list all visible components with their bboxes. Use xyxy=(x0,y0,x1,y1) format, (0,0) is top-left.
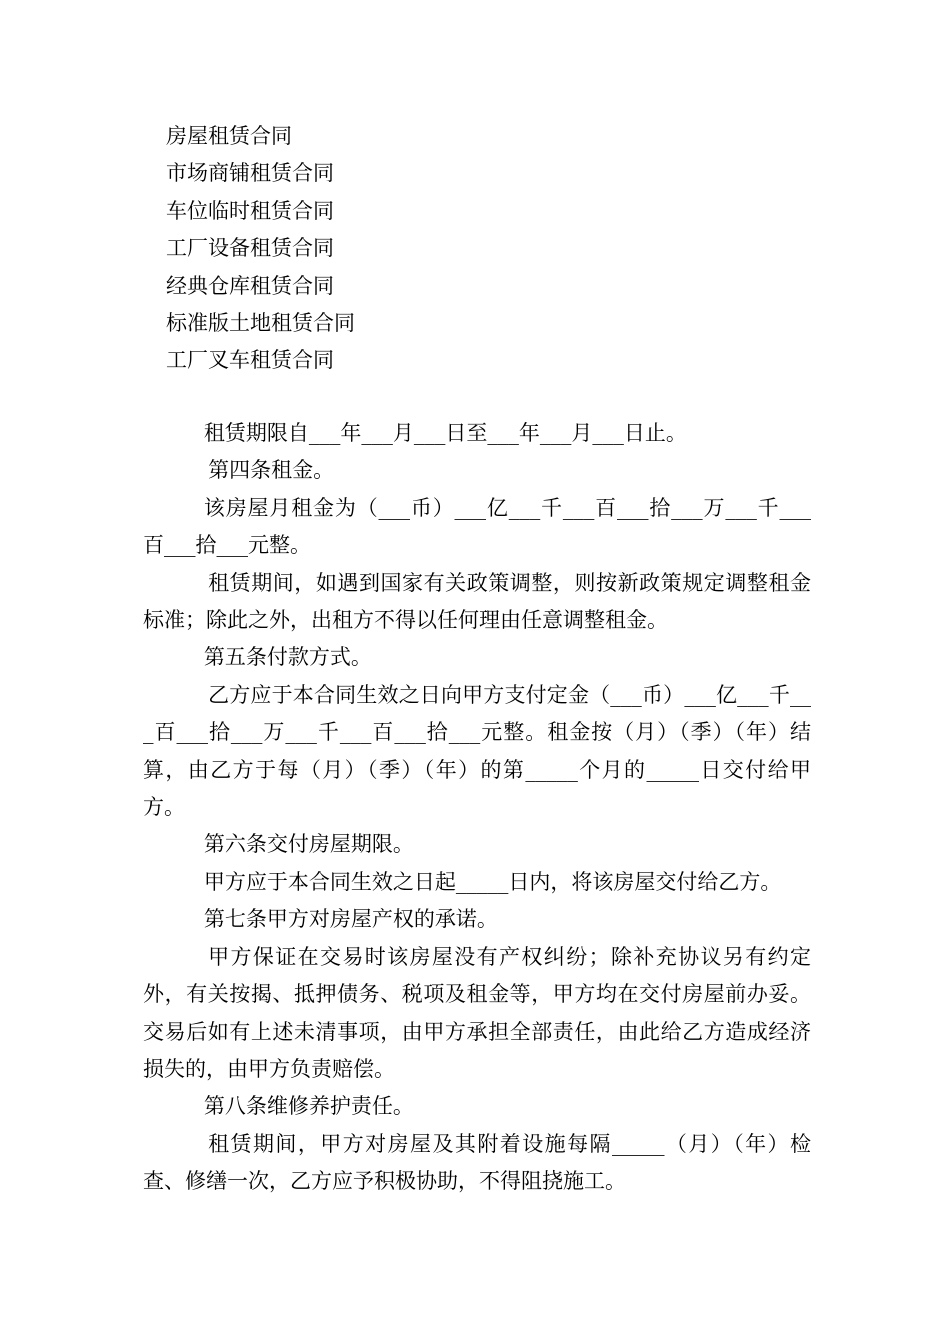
related-contract-link-item[interactable] xyxy=(166,118,355,155)
related-contract-link[interactable]: 工厂叉车租赁合同 xyxy=(166,348,334,373)
related-contract-link-item[interactable] xyxy=(166,305,355,342)
related-contract-link[interactable]: 车位临时租赁合同 xyxy=(166,198,334,223)
related-contract-link-item[interactable] xyxy=(166,230,355,267)
related-contract-link[interactable]: 市场商铺租赁合同 xyxy=(166,161,334,186)
related-contract-link-item[interactable] xyxy=(166,342,355,379)
contract-body xyxy=(143,415,811,1201)
delivery-term-paragraph: 甲方应于本合同生效之日起_____日内，将该房屋交付给乙方。 xyxy=(203,869,782,894)
related-contract-link[interactable]: 经典仓库租赁合同 xyxy=(166,273,334,298)
article-5-heading: 第五条付款方式。 xyxy=(203,645,372,670)
related-contract-link[interactable]: 工厂设备租赁合同 xyxy=(166,236,334,261)
property-rights-paragraph: 甲方保证在交易时该房屋没有产权纠纷；除补充协议另有约定外，有关按揭、抵押债务、税项及租金等，甲方均在交付房屋前办妥。交易后如有上述未清事项，由甲方承担全部责任，由此给乙方造成经济损失的，由甲方负责赔偿。 xyxy=(143,944,811,1081)
payment-method-paragraph: 乙方应于本合同生效之日向甲方支付定金（___币）___亿___千___百___拾___万___千___百___拾___元整。租金按（月）（季）（年）结算，由乙方于每（月）（季）（年）的第_____个月的_____日交付给甲方。 xyxy=(143,682,811,820)
rent-adjustment-paragraph: 租赁期间，如遇到国家有关政策调整，则按新政策规定调整租金标准；除此之外，出租方不得以任何理由任意调整租金。 xyxy=(143,570,811,633)
article-8-heading: 第八条维修养护责任。 xyxy=(203,1094,414,1119)
monthly-rent-paragraph: 该房屋月租金为（___币）___亿___千___百___拾___万___千___百___拾___元整。 xyxy=(143,495,811,558)
related-contract-link-item[interactable] xyxy=(166,155,355,192)
maintenance-paragraph: 租赁期间，甲方对房屋及其附着设施每隔_____（月）（年）检查、修缮一次，乙方应予积极协助，不得阻挠施工。 xyxy=(143,1131,811,1194)
related-contract-link-item[interactable] xyxy=(166,193,355,230)
related-contract-link[interactable]: 房屋租赁合同 xyxy=(166,124,292,148)
related-contract-link[interactable]: 标准版土地租赁合同 xyxy=(166,310,355,335)
article-7-heading: 第七条甲方对房屋产权的承诺。 xyxy=(203,907,498,932)
related-contracts-list xyxy=(166,118,355,380)
lease-term-paragraph: 租赁期限自___年___月___日至___年___月___日止。 xyxy=(203,421,687,445)
article-4-heading: 第四条租金。 xyxy=(208,458,335,483)
article-6-heading: 第六条交付房屋期限。 xyxy=(203,832,414,857)
related-contract-link-item[interactable] xyxy=(166,268,355,305)
